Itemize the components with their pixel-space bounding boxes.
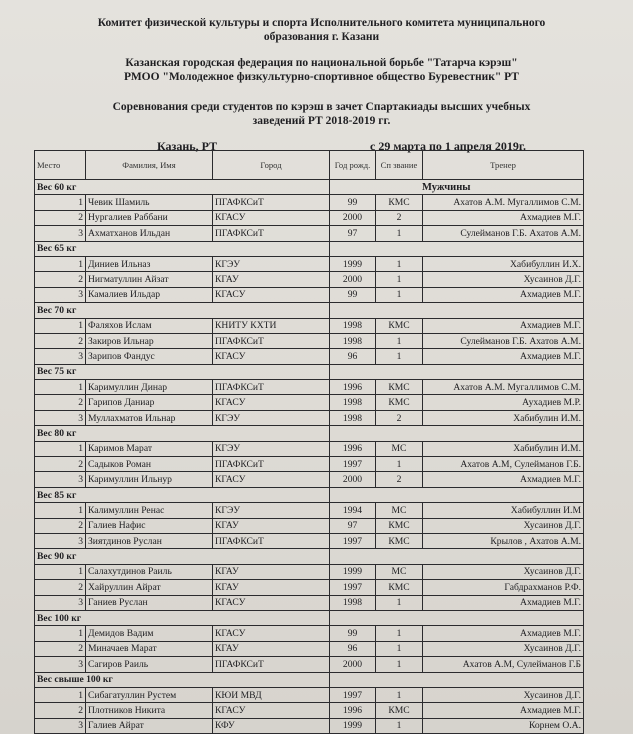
cell-rank: МС — [376, 564, 423, 579]
cell-rank: 1 — [376, 457, 423, 472]
empty-cell — [330, 672, 584, 687]
cell-year: 1998 — [330, 318, 376, 333]
empty-cell — [330, 303, 584, 318]
table-row — [35, 626, 584, 641]
cell-coach: Хусаинов Д.Г. — [423, 687, 584, 702]
cell-name: Хайруллин Айрат — [86, 580, 213, 595]
cell-year: 1997 — [330, 687, 376, 702]
cell-rank: 2 — [376, 210, 423, 225]
cell-year: 1996 — [330, 380, 376, 395]
header-competition — [30, 100, 613, 128]
weight-category-row — [35, 241, 584, 256]
cell-name: Чевик Шамиль — [86, 195, 213, 210]
cell-name: Калимуллин Ренас — [86, 503, 213, 518]
weight-category-row — [35, 487, 584, 502]
cell-year: 99 — [330, 195, 376, 210]
cell-rank: 1 — [376, 687, 423, 702]
cell-rank: 1 — [376, 226, 423, 241]
cell-year: 2000 — [330, 657, 376, 672]
cell-year: 1997 — [330, 533, 376, 548]
table-row — [35, 441, 584, 456]
cell-year: 97 — [330, 518, 376, 533]
cell-year: 97 — [330, 226, 376, 241]
table-row — [35, 395, 584, 410]
table-header-row — [35, 151, 584, 180]
header-line: Казанская городская федерация по национальной борьбе "Татарча кэрэш" — [125, 57, 518, 69]
cell-rank: 1 — [376, 272, 423, 287]
cell-year: 2000 — [330, 272, 376, 287]
cell-name: Муллахматов Ильнар — [86, 410, 213, 425]
cell-year: 1998 — [330, 333, 376, 348]
weight-category-row — [35, 364, 584, 379]
cell-name: Зиятдинов Руслан — [86, 533, 213, 548]
cell-rank: 2 — [376, 410, 423, 425]
cell-city: КГАСУ — [213, 472, 330, 487]
cell-year: 1999 — [330, 564, 376, 579]
weight-category-title: Вес 65 кг — [35, 241, 330, 256]
weight-category-title: Вес 80 кг — [35, 426, 330, 441]
event-dates: с 29 марта по 1 апреля 2019г. — [370, 139, 526, 153]
cell-name: Каримов Марат — [86, 441, 213, 456]
cell-coach: Хусаинов Д.Г. — [423, 272, 584, 287]
cell-city: КГАСУ — [213, 287, 330, 302]
cell-rank: КМС — [376, 395, 423, 410]
weight-category-row — [35, 549, 584, 564]
table-row — [35, 564, 584, 579]
cell-coach: Габдрахманов Р.Ф. — [423, 580, 584, 595]
cell-rank: 1 — [376, 718, 423, 733]
cell-name: Каримуллин Ильнур — [86, 472, 213, 487]
cell-city: ПГАФКСиТ — [213, 195, 330, 210]
cell-city: ПГАФКСиТ — [213, 226, 330, 241]
cell-year: 99 — [330, 626, 376, 641]
header-line: Комитет физической культуры и спорта Исполнительного комитета муниципального — [97, 17, 546, 29]
cell-rank: 1 — [376, 349, 423, 364]
cell-coach: Хабибуллин И.Х. — [423, 256, 584, 271]
cell-rank: 1 — [376, 333, 423, 348]
cell-name: Демидов Вадим — [86, 626, 213, 641]
cell-rank: КМС — [376, 580, 423, 595]
cell-coach: Сулейманов Г.Б. Ахатов А.М. — [423, 226, 584, 241]
cell-name: Каримуллин Динар — [86, 380, 213, 395]
weight-category-title: Вес 70 кг — [35, 303, 330, 318]
cell-coach: Ахатов А.М. Мугаллимов С.М. — [423, 380, 584, 395]
cell-city: КГАУ — [213, 272, 330, 287]
cell-year: 1998 — [330, 595, 376, 610]
cell-year: 1994 — [330, 503, 376, 518]
cell-coach: Хусаинов Д.Г. — [423, 641, 584, 656]
table-row — [35, 657, 584, 672]
cell-place: 3 — [35, 410, 86, 425]
col-city: Город — [213, 151, 330, 180]
cell-city: КГАСУ — [213, 210, 330, 225]
cell-rank: КМС — [376, 518, 423, 533]
cell-place: 3 — [35, 595, 86, 610]
col-name: Фамилия, Имя — [86, 151, 213, 180]
cell-year: 1999 — [330, 256, 376, 271]
cell-place: 2 — [35, 210, 86, 225]
cell-name: Нигматуллин Айзат — [86, 272, 213, 287]
table-row — [35, 718, 584, 733]
results-table — [34, 150, 584, 734]
cell-place: 3 — [35, 472, 86, 487]
cell-name: Гарипов Даниар — [86, 395, 213, 410]
cell-coach: Ахатов А.М, Сулейманов Г.Б — [423, 657, 584, 672]
cell-name: Диниев Ильназ — [86, 256, 213, 271]
cell-place: 3 — [35, 349, 86, 364]
cell-place: 3 — [35, 657, 86, 672]
cell-city: ПГАФКСиТ — [213, 380, 330, 395]
table-row — [35, 226, 584, 241]
col-place: Место — [35, 151, 86, 180]
cell-year: 1997 — [330, 457, 376, 472]
cell-place: 1 — [35, 256, 86, 271]
table-row — [35, 703, 584, 718]
cell-coach: Хусаинов Д.Г. — [423, 564, 584, 579]
cell-place: 2 — [35, 641, 86, 656]
table-row — [35, 318, 584, 333]
cell-name: Плотников Никита — [86, 703, 213, 718]
cell-rank: 2 — [376, 472, 423, 487]
cell-coach: Ахатов А.М, Сулейманов Г.Б. — [423, 457, 584, 472]
gender-label: Мужчины — [330, 180, 584, 195]
table-row — [35, 410, 584, 425]
cell-coach: Аухадиев М.Р. — [423, 395, 584, 410]
weight-category-row — [35, 426, 584, 441]
cell-rank: КМС — [376, 703, 423, 718]
cell-coach: Ахмадиев М.Г. — [423, 626, 584, 641]
cell-name: Галиев Нафис — [86, 518, 213, 533]
cell-name: Закиров Ильнар — [86, 333, 213, 348]
table-row — [35, 641, 584, 656]
cell-coach: Ахмадиев М.Г. — [423, 349, 584, 364]
cell-coach: Ахмадиев М.Г. — [423, 595, 584, 610]
cell-place: 1 — [35, 380, 86, 395]
cell-city: КГЭУ — [213, 256, 330, 271]
cell-city: КГАУ — [213, 580, 330, 595]
weight-category-title: Вес свыше 100 кг — [35, 672, 330, 687]
cell-coach: Сулейманов Г.Б. Ахатов А.М. — [423, 333, 584, 348]
header-line: Соревнования среди студентов по кэрэш в зачет Спартакиады высших учебных — [112, 101, 531, 113]
col-year: Год рожд. — [330, 151, 376, 180]
table-row — [35, 287, 584, 302]
cell-city: ПГАФКСиТ — [213, 657, 330, 672]
cell-year: 1996 — [330, 441, 376, 456]
cell-place: 1 — [35, 626, 86, 641]
header-line: заведений РТ 2018-2019 гг. — [252, 115, 391, 127]
cell-rank: КМС — [376, 195, 423, 210]
cell-name: Сибагатуллин Рустем — [86, 687, 213, 702]
cell-rank: 1 — [376, 256, 423, 271]
empty-cell — [330, 364, 584, 379]
table-row — [35, 595, 584, 610]
weight-category-title: Вес 75 кг — [35, 364, 330, 379]
cell-city: ПГАФКСиТ — [213, 533, 330, 548]
cell-city: КГАСУ — [213, 395, 330, 410]
cell-rank: КМС — [376, 533, 423, 548]
weight-category-title: Вес 90 кг — [35, 549, 330, 564]
cell-city: КФУ — [213, 718, 330, 733]
cell-place: 1 — [35, 195, 86, 210]
table-row — [35, 533, 584, 548]
header-federation — [30, 56, 613, 84]
empty-cell — [330, 610, 584, 625]
cell-place: 3 — [35, 533, 86, 548]
cell-year: 2000 — [330, 210, 376, 225]
cell-city: КГАСУ — [213, 349, 330, 364]
cell-place: 2 — [35, 395, 86, 410]
cell-coach: Корнем О.А. — [423, 718, 584, 733]
cell-rank: МС — [376, 441, 423, 456]
cell-rank: 1 — [376, 657, 423, 672]
cell-place: 2 — [35, 580, 86, 595]
cell-year: 1998 — [330, 395, 376, 410]
cell-rank: 1 — [376, 595, 423, 610]
cell-year: 96 — [330, 641, 376, 656]
cell-coach: Хусаинов Д.Г. — [423, 518, 584, 533]
col-rank: Сп звание — [376, 151, 423, 180]
cell-year: 1997 — [330, 580, 376, 595]
cell-coach: Ахмадиев М.Г. — [423, 287, 584, 302]
table-row — [35, 457, 584, 472]
cell-name: Салахутдинов Раиль — [86, 564, 213, 579]
cell-rank: КМС — [376, 318, 423, 333]
cell-place: 2 — [35, 272, 86, 287]
cell-name: Ахматханов Ильдан — [86, 226, 213, 241]
cell-city: КГАСУ — [213, 703, 330, 718]
cell-name: Сагиров Раиль — [86, 657, 213, 672]
cell-coach: Ахатов А.М. Мугаллимов С.М. — [423, 195, 584, 210]
table-row — [35, 349, 584, 364]
cell-city: КГАУ — [213, 641, 330, 656]
table-row — [35, 195, 584, 210]
cell-name: Камалиев Ильдар — [86, 287, 213, 302]
cell-rank: МС — [376, 503, 423, 518]
table-row — [35, 210, 584, 225]
table-row — [35, 580, 584, 595]
header-committee — [30, 16, 613, 44]
cell-place: 2 — [35, 457, 86, 472]
empty-cell — [330, 487, 584, 502]
cell-place: 1 — [35, 687, 86, 702]
cell-coach: Ахмадиев М.Г. — [423, 472, 584, 487]
cell-coach: Крылов , Ахатов А.М. — [423, 533, 584, 548]
cell-name: Нургалиев Раббани — [86, 210, 213, 225]
cell-year: 1996 — [330, 703, 376, 718]
cell-year: 1998 — [330, 410, 376, 425]
cell-place: 3 — [35, 226, 86, 241]
cell-coach: Хабибуллин И.М — [423, 503, 584, 518]
weight-category-row — [35, 303, 584, 318]
cell-name: Садыков Роман — [86, 457, 213, 472]
cell-year: 1999 — [330, 718, 376, 733]
cell-city: КГЭУ — [213, 441, 330, 456]
cell-city: КГАСУ — [213, 626, 330, 641]
cell-place: 1 — [35, 318, 86, 333]
cell-name: Фаляхов Ислам — [86, 318, 213, 333]
cell-rank: КМС — [376, 380, 423, 395]
cell-coach: Ахмадиев М.Г. — [423, 318, 584, 333]
table-row — [35, 472, 584, 487]
cell-city: КГЭУ — [213, 410, 330, 425]
cell-city: КГЭУ — [213, 503, 330, 518]
table-row — [35, 503, 584, 518]
cell-coach: Хабибулин И.М. — [423, 410, 584, 425]
cell-place: 2 — [35, 518, 86, 533]
table-row — [35, 687, 584, 702]
table-row — [35, 333, 584, 348]
empty-cell — [330, 549, 584, 564]
cell-name: Галиев Айрат — [86, 718, 213, 733]
table-row — [35, 518, 584, 533]
cell-year: 96 — [330, 349, 376, 364]
cell-place: 1 — [35, 503, 86, 518]
cell-rank: 1 — [376, 641, 423, 656]
header-line: РМОО "Молодежное физкультурно-спортивное общество Буревестник" РТ — [124, 71, 519, 83]
empty-cell — [330, 426, 584, 441]
cell-name: Ганиев Руслан — [86, 595, 213, 610]
weight-category-title: Вес 60 кг — [35, 180, 330, 195]
cell-city: ПГАФКСиТ — [213, 333, 330, 348]
empty-cell — [330, 241, 584, 256]
cell-place: 2 — [35, 333, 86, 348]
cell-coach: Ахмадиев М.Г. — [423, 703, 584, 718]
cell-place: 3 — [35, 718, 86, 733]
event-city: Казань, РТ — [157, 139, 218, 153]
cell-city: КНИТУ КХТИ — [213, 318, 330, 333]
cell-year: 2000 — [330, 472, 376, 487]
table-row — [35, 272, 584, 287]
cell-place: 1 — [35, 441, 86, 456]
cell-place: 3 — [35, 287, 86, 302]
weight-category-title: Вес 100 кг — [35, 610, 330, 625]
weight-category-row — [35, 672, 584, 687]
cell-city: КГАСУ — [213, 595, 330, 610]
header-line: образования г. Казани — [263, 31, 380, 43]
cell-place: 2 — [35, 703, 86, 718]
cell-rank: 1 — [376, 287, 423, 302]
table-row — [35, 256, 584, 271]
col-coach: Тренер — [423, 151, 584, 180]
cell-name: Зарипов Фандус — [86, 349, 213, 364]
cell-city: КГАУ — [213, 564, 330, 579]
table-row — [35, 380, 584, 395]
cell-rank: 1 — [376, 626, 423, 641]
cell-name: Миначаев Марат — [86, 641, 213, 656]
weight-category-row — [35, 610, 584, 625]
weight-category-row — [35, 180, 584, 195]
cell-coach: Хабибулин И.М. — [423, 441, 584, 456]
cell-year: 99 — [330, 287, 376, 302]
cell-place: 1 — [35, 564, 86, 579]
cell-coach: Ахмадиев М.Г. — [423, 210, 584, 225]
cell-city: КГАУ — [213, 518, 330, 533]
cell-city: ПГАФКСиТ — [213, 457, 330, 472]
cell-city: КЮИ МВД — [213, 687, 330, 702]
weight-category-title: Вес 85 кг — [35, 487, 330, 502]
